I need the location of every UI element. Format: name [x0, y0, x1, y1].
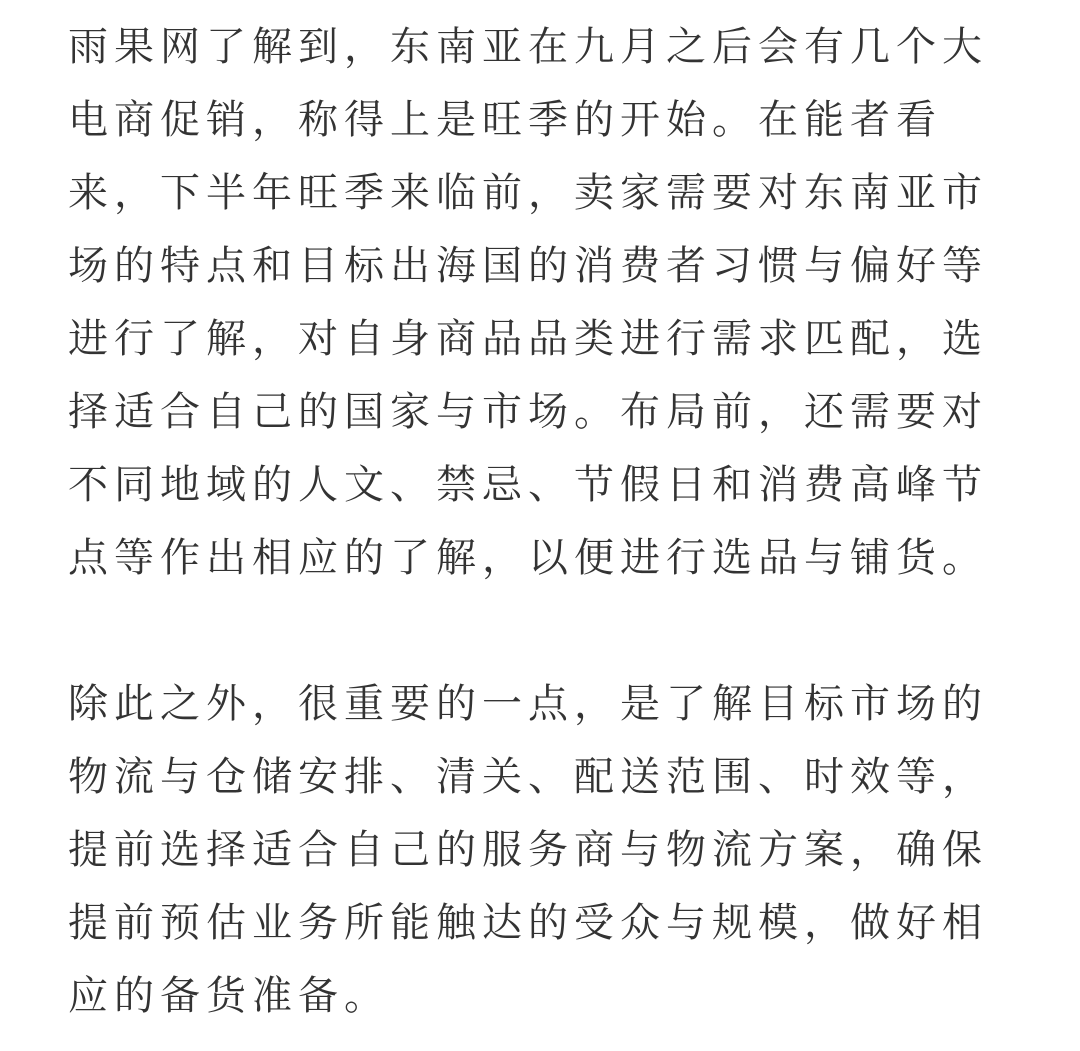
text-line: 除此之外，很重要的一点，是了解目标市场的 — [68, 681, 988, 727]
text-line: 电商促销，称得上是旺季的开始。在能者看 — [68, 97, 942, 143]
article-body — [68, 0, 1018, 1033]
paragraph-1 — [68, 11, 1018, 595]
text-line: 雨果网了解到，东南亚在九月之后会有几个大 — [68, 24, 988, 70]
text-line: 来，下半年旺季来临前，卖家需要对东南亚市 — [68, 170, 988, 216]
text-line: 提前选择适合自己的服务商与物流方案，确保 — [68, 827, 988, 873]
text-line: 物流与仓储安排、清关、配送范围、时效等， — [68, 754, 988, 800]
text-line: 提前预估业务所能触达的受众与规模，做好相 — [68, 900, 988, 946]
text-line: 择适合自己的国家与市场。布局前，还需要对 — [68, 389, 988, 435]
text-line: 应的备货准备。 — [68, 973, 390, 1019]
text-line: 不同地域的人文、禁忌、节假日和消费高峰节 — [68, 462, 988, 508]
paragraph-spacer — [68, 595, 1018, 668]
text-line: 进行了解，对自身商品品类进行需求匹配，选 — [68, 316, 988, 362]
paragraph-2 — [68, 668, 1018, 1033]
text-line: 场的特点和目标出海国的消费者习惯与偏好等 — [68, 243, 988, 289]
text-line: 点等作出相应的了解，以便进行选品与铺货。 — [68, 535, 988, 581]
